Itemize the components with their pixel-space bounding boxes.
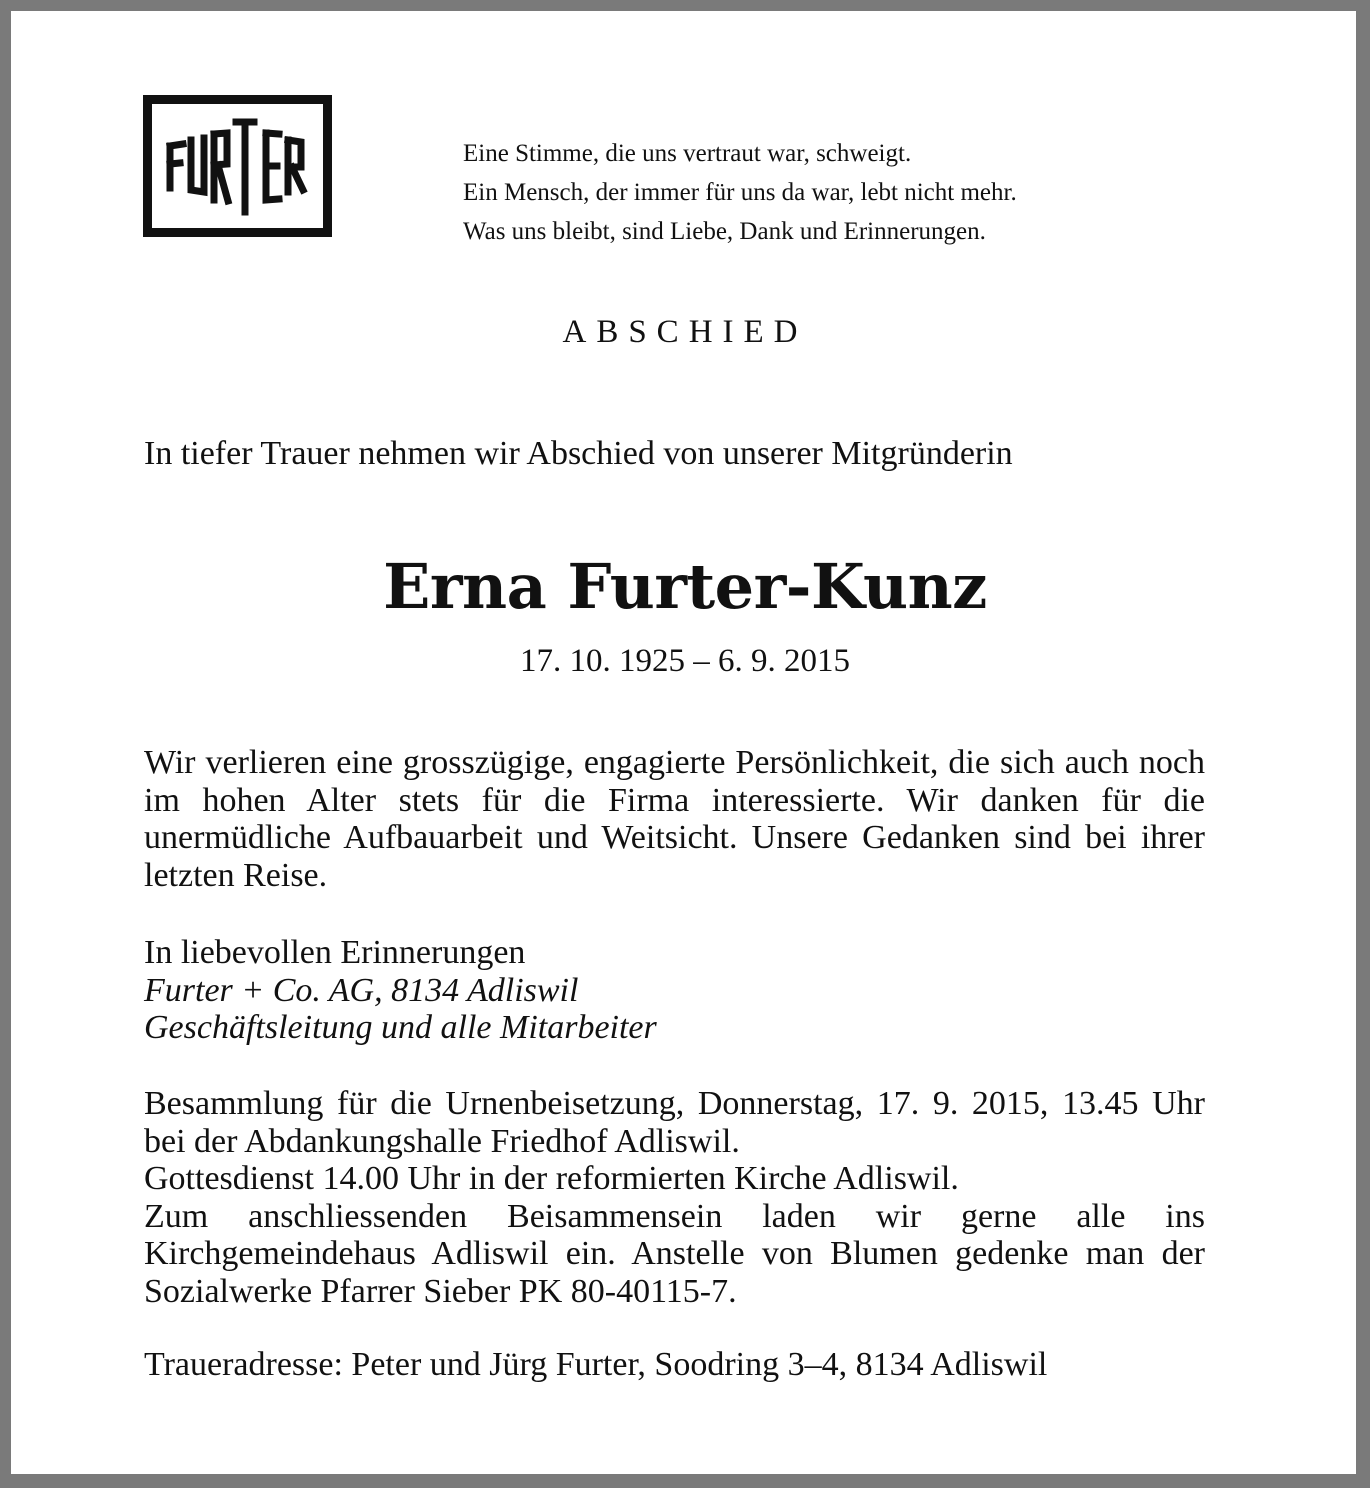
service-gathering: Besammlung für die Urnenbeisetzung, Donnerstag, 17. 9. 2015, 13.45 Uhr bei der Abdankungshalle Friedhof Adliswil. (144, 1085, 1205, 1160)
furter-logo-icon (143, 95, 332, 237)
signoff-greeting: In liebevollen Erinnerungen (144, 934, 526, 971)
service-worship: Gottesdienst 14.00 Uhr in der reformierten Kirche Adliswil. (144, 1160, 959, 1197)
motto-line: Eine Stimme, die uns vertraut war, schweigt. (463, 140, 912, 167)
intro-text: In tiefer Trauer nehmen wir Abschied von unserer Mitgründerin (144, 435, 1013, 472)
motto-line: Ein Mensch, der immer für uns da war, lebt nicht mehr. (463, 179, 1017, 206)
address-line: Traueradresse: Peter und Jürg Furter, Soodring 3–4, 8134 Adliswil (144, 1346, 1048, 1383)
life-dates: 17. 10. 1925 – 6. 9. 2015 (520, 643, 850, 679)
signoff-staff: Geschäftsleitung und alle Mitarbeiter (144, 1009, 657, 1046)
deceased-name: Erna Furter-Kunz (383, 550, 987, 623)
signoff-block (144, 934, 1205, 1047)
signoff-company: Furter + Co. AG, 8134 Adliswil (144, 971, 579, 1009)
heading-abschied: ABSCHIED (562, 314, 808, 350)
motto-verse (463, 134, 1017, 251)
motto-line: Was uns bleibt, sind Liebe, Dank und Erinnerungen. (463, 218, 986, 245)
service-details (144, 1085, 1205, 1310)
mourning-address (144, 1346, 1205, 1384)
tribute-paragraph: Wir verlieren eine grosszügige, engagierte Persönlichkeit, die sich auch noch im hohen Alter stets für die Firma interessierte. Wir danken für die unermüdliche Aufbauarbeit und Weitsicht. Unsere Gedanken sind bei ihrer letzten Reise. (144, 744, 1205, 894)
service-reception: Zum anschliessenden Beisammensein laden wir gerne alle ins Kirchgemeindehaus Adliswil ein. Anstelle von Blumen gedenke man der Sozialwerke Pfarrer Sieber PK 80-40115-7. (144, 1197, 1205, 1310)
